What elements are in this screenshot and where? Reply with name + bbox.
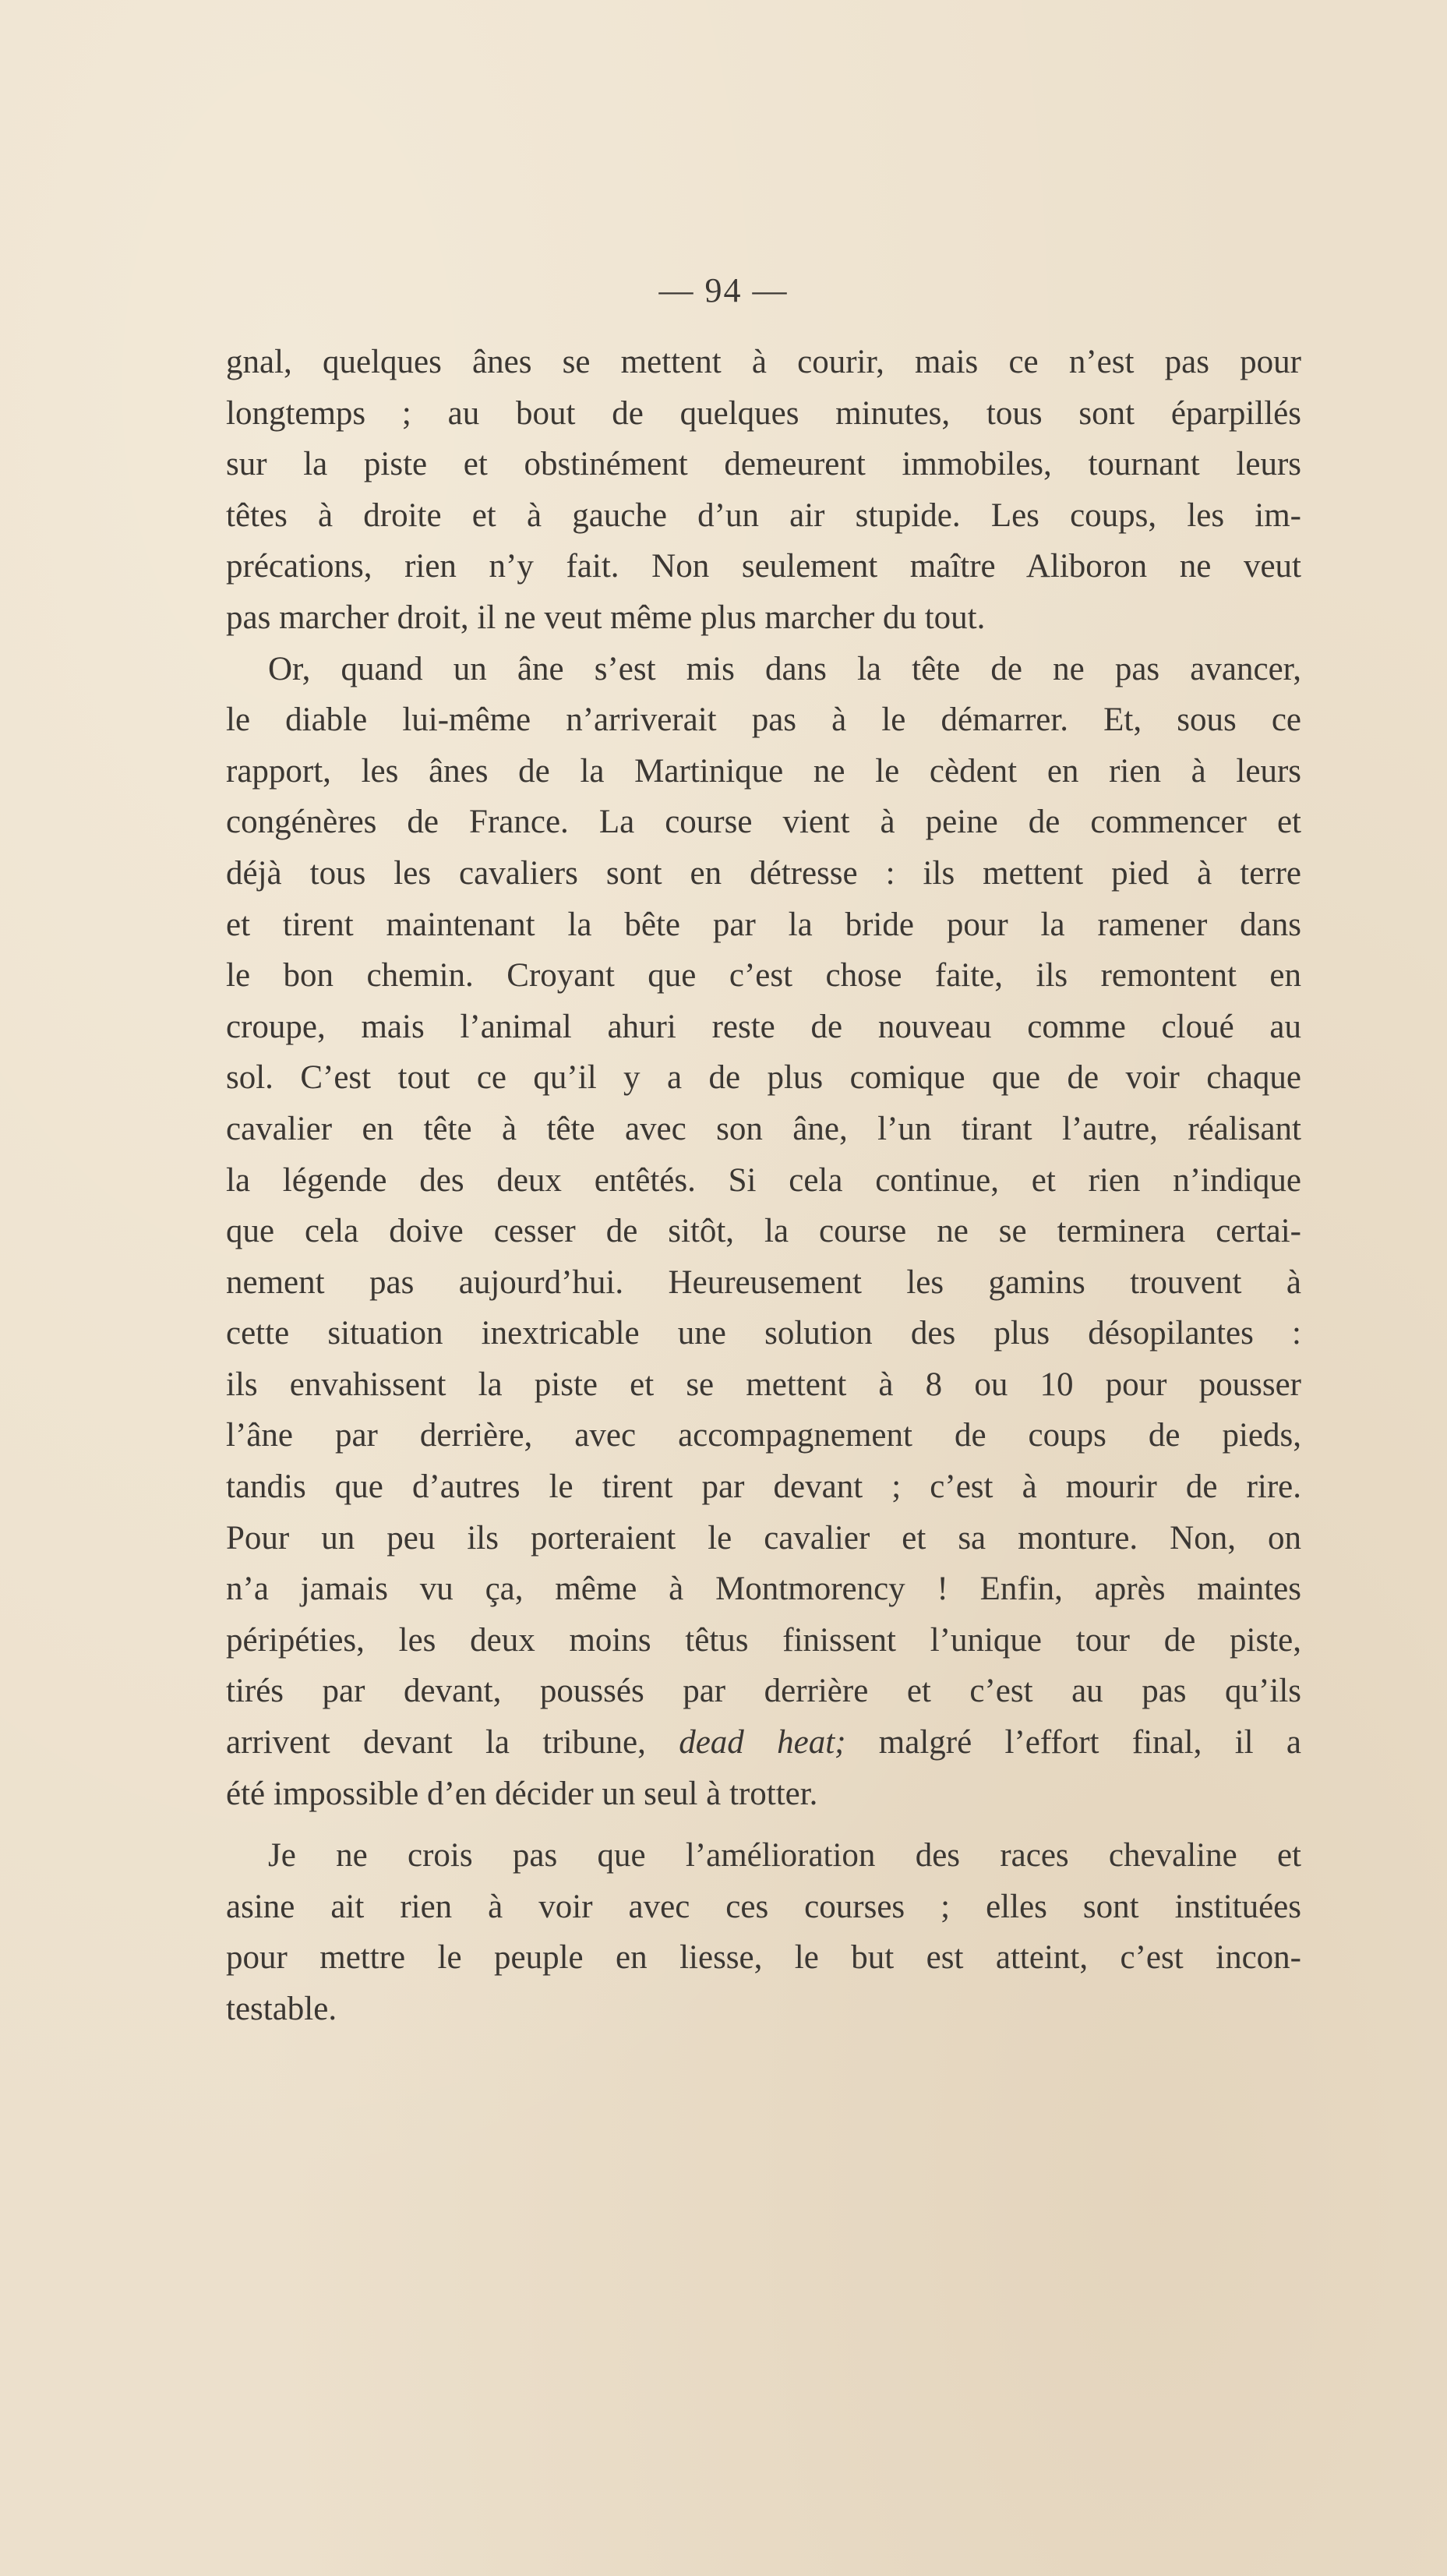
text-line: ils envahissent la piste et se mettent à 8 ou 10 pour pousser <box>226 1366 1301 1403</box>
text-line: cette situation inextricable une solution des plus désopilantes : <box>226 1315 1301 1352</box>
text-line: la légende des deux entêtés. Si cela continue, et rien n’indique <box>226 1161 1301 1199</box>
text-line: longtemps ; au bout de quelques minutes, tous sont éparpillés <box>226 394 1301 432</box>
text-line-with-italic <box>226 1717 1301 1769</box>
text-line: sol. C’est tout ce qu’il y a de plus comique que de voir chaque <box>226 1059 1301 1097</box>
text-line: que cela doive cesser de sitôt, la course ne se terminera certai- <box>226 1213 1301 1250</box>
text-line: nement pas aujourd’hui. Heureusement les gamins trouvent à <box>226 1263 1301 1301</box>
text-line: sur la piste et obstinément demeurent immobiles, tournant leurs <box>226 446 1301 483</box>
text-line: n’a jamais vu ça, même à Montmorency ! Enfin, après maintes <box>226 1571 1301 1608</box>
text-line: rapport, les ânes de la Martinique ne le cèdent en rien à leurs <box>226 752 1301 790</box>
text-line: péripéties, les deux moins têtus finissent l’unique tour de piste, <box>226 1621 1301 1659</box>
text-line: tirés par devant, poussés par derrière et c’est au pas qu’ils <box>226 1673 1301 1710</box>
text-line: tandis que d’autres le tirent par devant ; c’est à mourir de rire. <box>226 1468 1301 1506</box>
text-line: pour mettre le peuple en liesse, le but est atteint, c’est incon- <box>226 1939 1301 1977</box>
text-line: Or, quand un âne s’est mis dans la tête de ne pas avancer, <box>268 650 1301 687</box>
body-text <box>226 337 1301 2035</box>
text-line: cavalier en tête à tête avec son âne, l’un tirant l’autre, réalisant <box>226 1110 1301 1147</box>
italic-phrase: dead heat; <box>679 1724 846 1762</box>
text-line: déjà tous les cavaliers sont en détresse : ils mettent pied à terre <box>226 854 1301 892</box>
text-line: pas marcher droit, il ne veut même plus marcher du tout. <box>226 599 986 636</box>
text-line: gnal, quelques ânes se mettent à courir, mais ce n’est pas pour <box>226 344 1301 380</box>
text-line: têtes à droite et à gauche d’un air stupide. Les coups, les im- <box>226 496 1301 534</box>
text-line: congénères de France. La course vient à peine de commencer et <box>226 804 1301 841</box>
text-line: testable. <box>226 1991 337 2027</box>
text-line: le bon chemin. Croyant que c’est chose faite, ils remontent en <box>226 957 1301 995</box>
text-line: été impossible d’en décider un seul à trotter. <box>226 1775 818 1812</box>
text-line: Je ne crois pas que l’amélioration des races chevaline et <box>268 1837 1301 1875</box>
text-line: précations, rien n’y fait. Non seulement maître Aliboron ne veut <box>226 548 1301 585</box>
text-segment: malgré l’effort final, il a <box>845 1724 1302 1762</box>
text-line: croupe, mais l’animal ahuri reste de nouveau comme cloué au <box>226 1008 1301 1045</box>
page-number: — 94 — <box>658 271 789 309</box>
text-line: et tirent maintenant la bête par la bride pour la ramener dans <box>226 906 1301 943</box>
text-segment: arrivent devant la tribune, <box>226 1724 679 1762</box>
text-line: l’âne par derrière, avec accompagnement de coups de pieds, <box>226 1417 1301 1454</box>
paragraph-gap <box>226 1819 1301 1830</box>
text-line: le diable lui-même n’arriverait pas à le démarrer. Et, sous ce <box>226 701 1301 739</box>
text-line: Pour un peu ils porteraient le cavalier et sa monture. Non, on <box>226 1519 1301 1557</box>
text-line: asine ait rien à voir avec ces courses ; elles sont instituées <box>226 1888 1301 1925</box>
